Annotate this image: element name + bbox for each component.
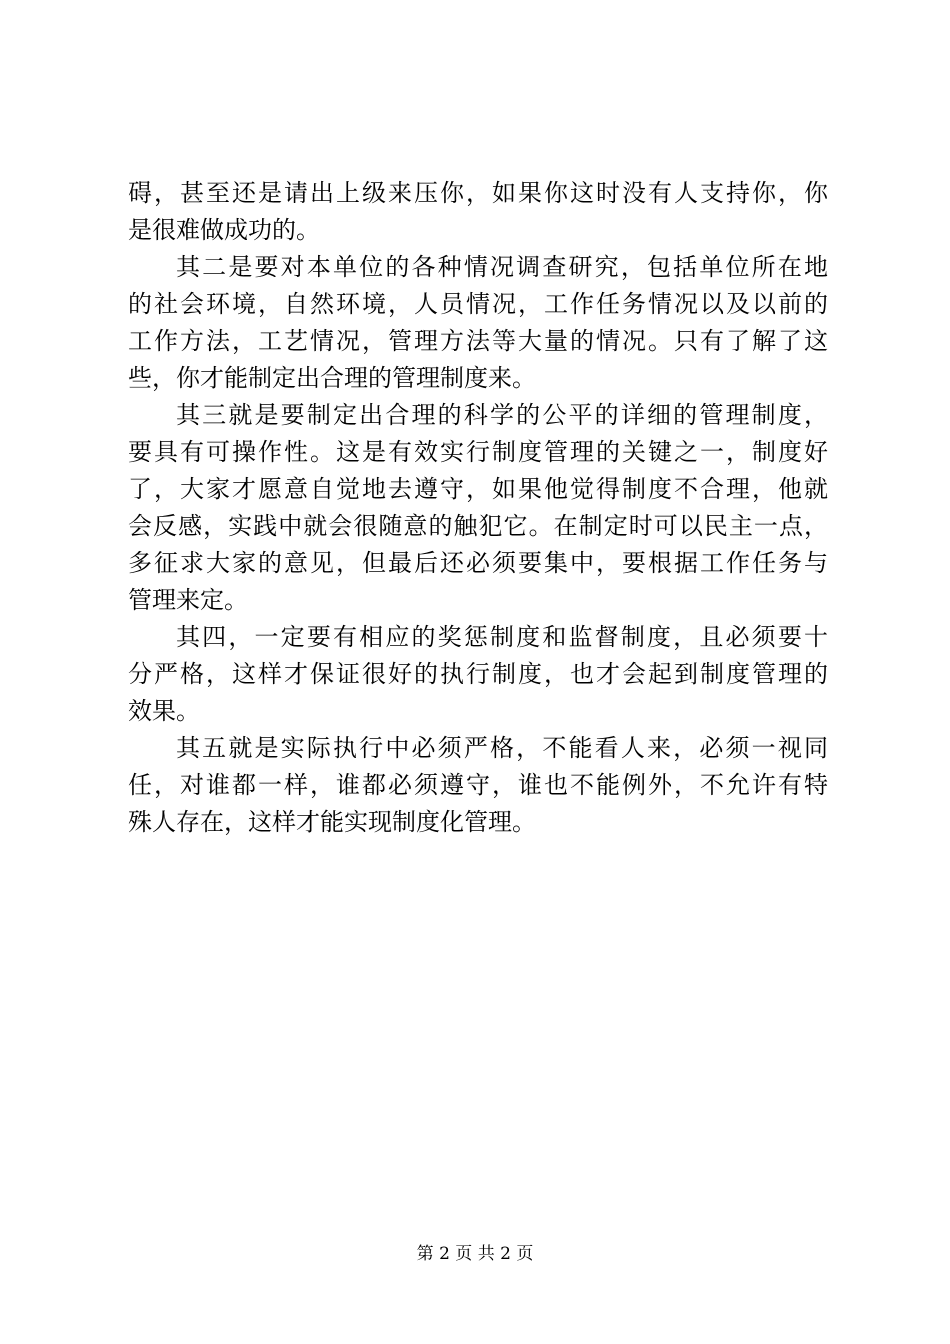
text-line: 任，对谁都一样，谁都必须遵守，谁也不能例外，不允许有特 xyxy=(128,771,828,799)
text-line: 碍，甚至还是请出上级来压你，如果你这时没有人支持你，你 xyxy=(128,179,828,207)
text-line: 效果。 xyxy=(128,697,200,725)
text-line: 会反感，实践中就会很随意的触犯它。在制定时可以民主一点， xyxy=(128,512,828,540)
text-line: 些，你才能制定出合理的管理制度来。 xyxy=(128,364,536,392)
text-line: 多征求大家的意见，但最后还必须要集中，要根据工作任务与 xyxy=(128,549,828,577)
document-body xyxy=(128,175,828,841)
text-line: 的社会环境，自然环境，人员情况，工作任务情况以及以前的 xyxy=(128,290,828,318)
page-number-footer: 第 2 页 共 2 页 xyxy=(416,1244,534,1264)
text-line: 分严格，这样才保证很好的执行制度，也才会起到制度管理的 xyxy=(128,660,828,688)
text-line: 要具有可操作性。这是有效实行制度管理的关键之一，制度好 xyxy=(128,438,828,466)
text-line: 了，大家才愿意自觉地去遵守，如果他觉得制度不合理，他就 xyxy=(128,475,828,503)
text-line: 是很难做成功的。 xyxy=(128,216,320,244)
paragraph-first-line: 其四，一定要有相应的奖惩制度和监督制度，且必须要十 xyxy=(176,623,828,651)
paragraph-first-line: 其二是要对本单位的各种情况调查研究，包括单位所在地 xyxy=(176,253,828,281)
paragraph-first-line: 其五就是实际执行中必须严格，不能看人来，必须一视同 xyxy=(176,734,828,762)
paragraph-first-line: 其三就是要制定出合理的科学的公平的详细的管理制度， xyxy=(176,401,828,429)
text-line: 工作方法，工艺情况，管理方法等大量的情况。只有了解了这 xyxy=(128,327,828,355)
text-line: 殊人存在，这样才能实现制度化管理。 xyxy=(128,808,536,836)
text-line: 管理来定。 xyxy=(128,586,248,614)
